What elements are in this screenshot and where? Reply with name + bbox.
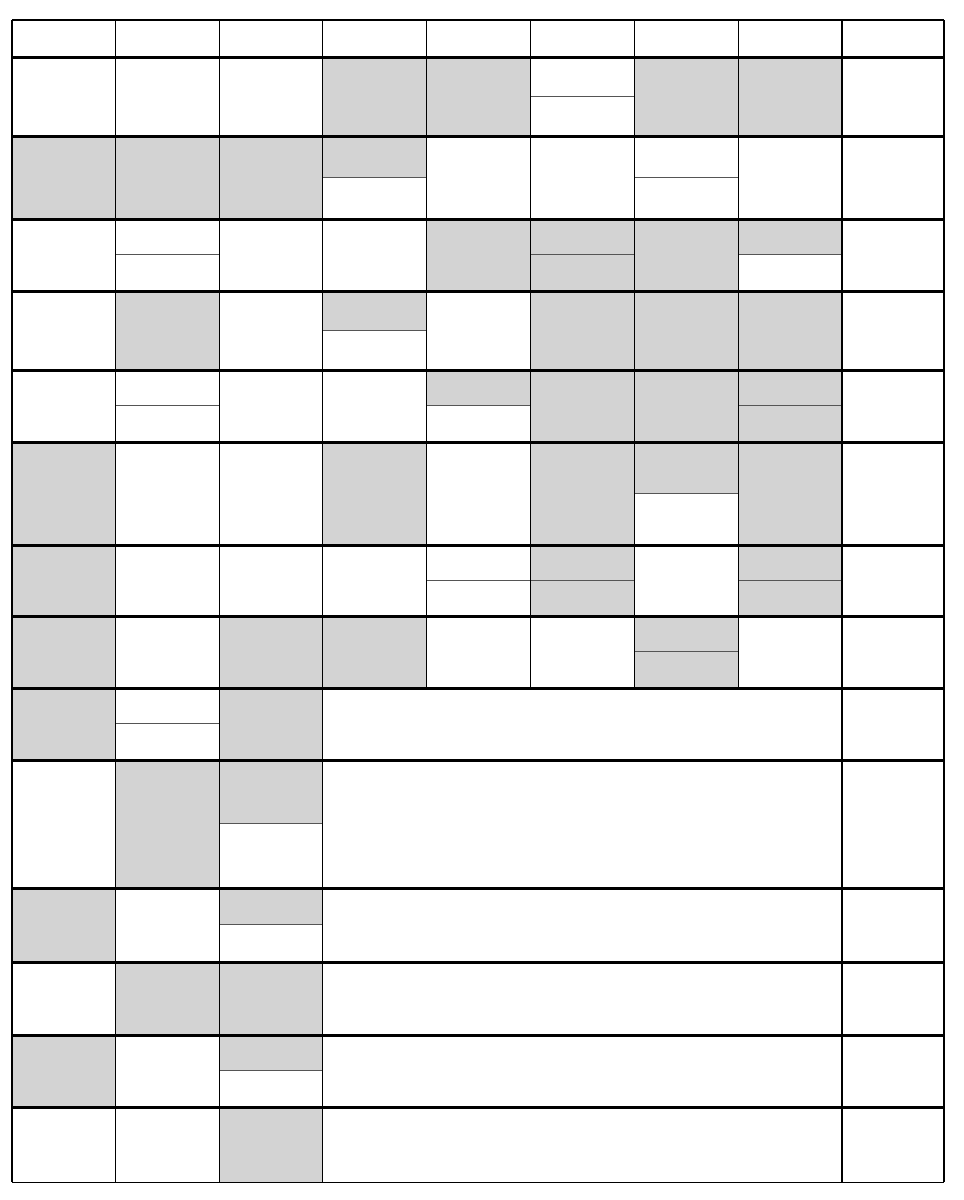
slot-divider (426, 580, 530, 581)
cell-text (634, 291, 738, 370)
exam-slot-second (738, 406, 842, 442)
day-label (842, 1107, 944, 1182)
exam-slot-second (738, 255, 842, 291)
cell-text (219, 962, 322, 1035)
day-cell (842, 219, 944, 291)
exam-cell (12, 136, 115, 219)
exam-cell (738, 616, 842, 688)
slot-divider (115, 723, 219, 724)
cell-text (115, 406, 219, 442)
grid-line (115, 20, 116, 1182)
exam-cell (219, 57, 322, 136)
exam-cell (219, 888, 322, 962)
cell-text (738, 406, 842, 442)
exam-slot-first (219, 888, 322, 925)
day-cell (842, 291, 944, 370)
cell-text (115, 219, 219, 255)
exam-cell (426, 370, 530, 442)
header-class-2 (634, 20, 738, 57)
day-label (842, 370, 944, 442)
day-label (842, 760, 944, 888)
exam-cell (219, 545, 322, 616)
exam-cell (115, 760, 219, 888)
header-label (530, 20, 634, 57)
cell-text (219, 760, 322, 824)
cell-text (322, 616, 426, 688)
cell-text (426, 57, 530, 136)
cell-text (634, 442, 738, 494)
header-label (219, 20, 322, 57)
day-cell (842, 1107, 944, 1182)
cell-text (219, 688, 322, 760)
exam-cell (115, 370, 219, 442)
exam-cell (530, 219, 634, 291)
cell-text (12, 291, 115, 370)
exam-cell (115, 57, 219, 136)
cell-text (738, 581, 842, 616)
cell-text (219, 1071, 322, 1107)
grid-line (12, 369, 944, 372)
cell-text (219, 1107, 322, 1182)
day-label (842, 888, 944, 962)
grid-line (530, 20, 531, 688)
exam-slot-second (530, 255, 634, 291)
exam-cell (219, 688, 322, 760)
slot-divider (634, 177, 738, 178)
exam-cell (530, 57, 634, 136)
cell-text (12, 1107, 115, 1182)
exam-slot-first (426, 370, 530, 406)
exam-cell (634, 291, 738, 370)
exam-slot-first (530, 545, 634, 581)
cell-text (530, 219, 634, 255)
day-cell (842, 442, 944, 545)
exam-cell (738, 442, 842, 545)
slot-divider (530, 96, 634, 97)
exam-cell (115, 962, 219, 1035)
header-label (322, 20, 426, 57)
exam-cell (12, 888, 115, 962)
exam-cell (322, 442, 426, 545)
exam-slot-first (322, 291, 426, 331)
cell-text (738, 255, 842, 291)
exam-cell (12, 291, 115, 370)
exam-slot-first (115, 370, 219, 406)
exam-cell (115, 442, 219, 545)
exam-cell (12, 442, 115, 545)
slot-divider (738, 254, 842, 255)
day-label (842, 1035, 944, 1107)
exam-cell (738, 291, 842, 370)
exam-cell (115, 688, 219, 760)
exam-slot-second (322, 178, 426, 219)
header-class-8 (12, 20, 115, 57)
empty-span (322, 1107, 842, 1182)
grid-line (12, 1106, 944, 1109)
cell-text (738, 370, 842, 406)
exam-slot-first (115, 688, 219, 724)
exam-cell (115, 616, 219, 688)
header-class-4 (426, 20, 530, 57)
cell-text (115, 545, 219, 616)
exam-cell (12, 688, 115, 760)
exam-cell (12, 760, 115, 888)
exam-cell (426, 442, 530, 545)
day-label (842, 291, 944, 370)
header-label (115, 20, 219, 57)
cell-text (115, 688, 219, 724)
exam-cell (634, 442, 738, 545)
cell-text (12, 962, 115, 1035)
exam-slot-first (219, 760, 322, 824)
grid-line (634, 20, 635, 688)
slot-divider (322, 330, 426, 331)
exam-slot-first (634, 616, 738, 652)
header-label (738, 20, 842, 57)
grid-line (12, 687, 944, 690)
exam-slot-second (115, 255, 219, 291)
day-cell (842, 688, 944, 760)
cell-text (12, 616, 115, 688)
exam-slot-first (530, 57, 634, 97)
day-cell (842, 57, 944, 136)
cell-text (12, 136, 115, 219)
grid-line (12, 615, 944, 618)
exam-cell (738, 136, 842, 219)
exam-slot-second (530, 97, 634, 136)
cell-text (219, 925, 322, 962)
exam-cell (530, 370, 634, 442)
day-cell (842, 545, 944, 616)
exam-cell (634, 616, 738, 688)
grid-line (12, 441, 944, 444)
grid-line (12, 19, 944, 21)
slot-divider (219, 823, 322, 824)
grid-line (943, 20, 945, 1182)
cell-text (322, 331, 426, 370)
exam-cell (219, 962, 322, 1035)
exam-slot-second (634, 494, 738, 545)
exam-slot-first (530, 219, 634, 255)
exam-cell (115, 545, 219, 616)
exam-slot-second (634, 178, 738, 219)
cell-text (530, 97, 634, 136)
day-cell (842, 616, 944, 688)
header-label (426, 20, 530, 57)
header-label (842, 20, 944, 57)
exam-cell (219, 442, 322, 545)
exam-slot-first (115, 219, 219, 255)
exam-cell (322, 370, 426, 442)
slot-divider (219, 1070, 322, 1071)
exam-cell (530, 616, 634, 688)
exam-slot-first (738, 219, 842, 255)
cell-text (738, 219, 842, 255)
day-label (842, 616, 944, 688)
grid-line (841, 20, 843, 1182)
exam-cell (426, 291, 530, 370)
exam-slot-first (322, 136, 426, 178)
exam-cell (634, 545, 738, 616)
exam-cell (426, 136, 530, 219)
cell-text (426, 219, 530, 291)
cell-text (12, 442, 115, 545)
day-cell (842, 136, 944, 219)
cell-text (115, 370, 219, 406)
exam-cell (115, 1107, 219, 1182)
cell-text (322, 291, 426, 331)
exam-cell (115, 219, 219, 291)
header-class-1 (738, 20, 842, 57)
exam-cell (115, 136, 219, 219)
cell-text (219, 1035, 322, 1071)
day-label (842, 962, 944, 1035)
grid-line (12, 961, 944, 964)
exam-slot-first (634, 136, 738, 178)
exam-cell (530, 136, 634, 219)
header-label (12, 20, 115, 57)
slot-divider (530, 254, 634, 255)
cell-text (426, 581, 530, 616)
exam-cell (219, 136, 322, 219)
grid-line (11, 20, 13, 1182)
exam-cell (219, 1035, 322, 1107)
exam-cell (219, 616, 322, 688)
header-class-3 (530, 20, 634, 57)
cell-text (426, 370, 530, 406)
grid-line (12, 544, 944, 547)
exam-cell (12, 545, 115, 616)
cell-text (530, 370, 634, 442)
exam-cell (12, 57, 115, 136)
grid-line (12, 135, 944, 138)
day-label (842, 545, 944, 616)
grid-line (12, 887, 944, 890)
cell-text (738, 57, 842, 136)
exam-slot-second (115, 724, 219, 760)
exam-cell (530, 291, 634, 370)
header-day (842, 20, 944, 57)
cell-text (530, 581, 634, 616)
cell-text (530, 545, 634, 581)
exam-cell (530, 545, 634, 616)
exam-cell (322, 616, 426, 688)
cell-text (426, 406, 530, 442)
exam-cell (12, 962, 115, 1035)
exam-slot-second (738, 581, 842, 616)
day-label (842, 442, 944, 545)
empty-span (322, 962, 842, 1035)
exam-slot-second (115, 406, 219, 442)
cell-text (322, 178, 426, 219)
grid-line (12, 1182, 944, 1183)
slot-divider (738, 580, 842, 581)
grid-line (12, 1034, 944, 1037)
exam-slot-second (219, 925, 322, 962)
slot-divider (115, 254, 219, 255)
cell-text (12, 760, 115, 888)
header-class-6 (219, 20, 322, 57)
exam-slot-second (219, 824, 322, 888)
exam-cell (634, 57, 738, 136)
exam-cell (12, 370, 115, 442)
exam-cell (426, 219, 530, 291)
grid-line (12, 56, 944, 59)
day-cell (842, 370, 944, 442)
exam-slot-first (426, 545, 530, 581)
exam-cell (12, 219, 115, 291)
day-label (842, 219, 944, 291)
exam-cell (738, 370, 842, 442)
cell-text (115, 888, 219, 962)
slot-divider (322, 177, 426, 178)
exam-cell (219, 1107, 322, 1182)
day-label (842, 688, 944, 760)
exam-slot-second (219, 1071, 322, 1107)
cell-text (115, 724, 219, 760)
cell-text (530, 255, 634, 291)
cell-text (322, 442, 426, 545)
header-class-5 (322, 20, 426, 57)
cell-text (634, 178, 738, 219)
exam-slot-first (738, 545, 842, 581)
exam-slot-first (738, 370, 842, 406)
slot-divider (115, 405, 219, 406)
exam-cell (219, 760, 322, 888)
exam-cell (12, 1035, 115, 1107)
grid-line (219, 20, 220, 1182)
exam-cell (426, 545, 530, 616)
day-label (842, 57, 944, 136)
exam-cell (322, 57, 426, 136)
slot-divider (634, 651, 738, 652)
grid-line (738, 20, 739, 688)
cell-text (115, 255, 219, 291)
cell-text (115, 57, 219, 136)
exam-slot-second (530, 581, 634, 616)
cell-text (219, 888, 322, 925)
cell-text (634, 494, 738, 545)
grid-line (322, 20, 323, 1182)
day-cell (842, 1035, 944, 1107)
exam-cell (322, 219, 426, 291)
day-cell (842, 760, 944, 888)
cell-text (738, 545, 842, 581)
exam-slot-first (634, 442, 738, 494)
cell-text (219, 824, 322, 888)
cell-text (634, 616, 738, 652)
exam-slot-second (426, 406, 530, 442)
exam-slot-second (322, 331, 426, 370)
exam-cell (12, 1107, 115, 1182)
slot-divider (634, 493, 738, 494)
exam-cell (115, 1035, 219, 1107)
exam-cell (219, 219, 322, 291)
grid-line (12, 759, 944, 762)
exam-cell (634, 219, 738, 291)
grid-line (12, 218, 944, 221)
day-cell (842, 962, 944, 1035)
exam-cell (426, 57, 530, 136)
exam-cell (530, 442, 634, 545)
day-cell (842, 888, 944, 962)
exam-cell (634, 136, 738, 219)
day-label (842, 136, 944, 219)
cell-text (115, 1035, 219, 1107)
exam-cell (115, 888, 219, 962)
empty-span (322, 1035, 842, 1107)
cell-text (322, 136, 426, 178)
cell-text (634, 136, 738, 178)
exam-cell (219, 291, 322, 370)
grid-line (426, 20, 427, 688)
exam-cell (322, 291, 426, 370)
exam-cell (115, 291, 219, 370)
exam-slot-second (634, 652, 738, 688)
exam-cell (738, 57, 842, 136)
exam-cell (219, 370, 322, 442)
exam-cell (426, 616, 530, 688)
exam-slot-first (219, 1035, 322, 1071)
empty-span (322, 688, 842, 760)
exam-slot-second (426, 581, 530, 616)
cell-text (634, 652, 738, 688)
grid-line (12, 290, 944, 293)
exam-cell (12, 616, 115, 688)
slot-divider (738, 405, 842, 406)
slot-divider (426, 405, 530, 406)
cell-text (530, 57, 634, 97)
header-class-7 (115, 20, 219, 57)
exam-cell (322, 545, 426, 616)
cell-text (426, 545, 530, 581)
exam-cell (322, 136, 426, 219)
slot-divider (530, 580, 634, 581)
exam-cell (738, 545, 842, 616)
exam-cell (634, 370, 738, 442)
slot-divider (219, 924, 322, 925)
exam-cell (738, 219, 842, 291)
header-label (634, 20, 738, 57)
empty-span (322, 760, 842, 888)
empty-span (322, 888, 842, 962)
